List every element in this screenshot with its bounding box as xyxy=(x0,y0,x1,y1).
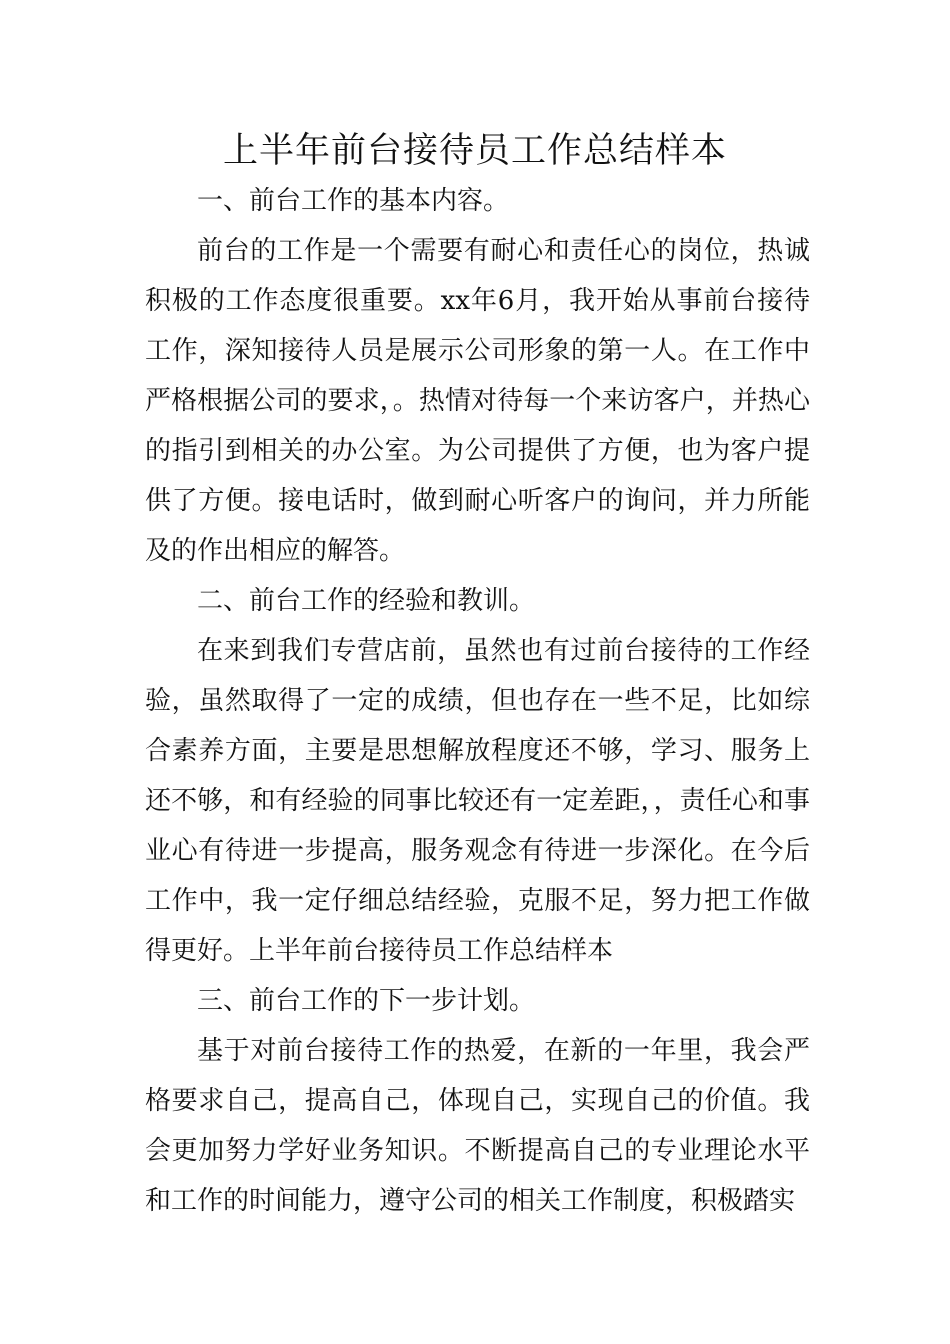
section-heading-2: 二、前台工作的经验和教训。 xyxy=(197,586,536,616)
section-heading-3: 三、前台工作的下一步计划。 xyxy=(197,986,536,1016)
document-title: 上半年前台接待员工作总结样本 xyxy=(222,131,727,171)
paragraph-2: 在来到我们专营店前，虽然也有过前台接待的工作经验，虽然取得了一定的成绩，但也存在一些不足，比如综合素养方面，主要是思想解放程度还不够，学习、服务上还不够，和有经验的同事比较还有一定差距，，责任心和事业心有待进一步提高，服务观念有待进一步深化。在今后工作中，我一定仔细总结经验，克服不足，努力把工作做得更好。上半年前台接待员工作总结样本 xyxy=(145,636,810,966)
document-body xyxy=(145,176,810,1226)
section-heading-1: 一、前台工作的基本内容。 xyxy=(197,186,510,216)
paragraph-3: 基于对前台接待工作的热爱，在新的一年里，我会严格要求自己，提高自己，体现自己，实现自己的价值。我会更加努力学好业务知识。不断提高自己的专业理论水平和工作的时间能力，遵守公司的相关工作制度，积极踏实 xyxy=(145,1036,810,1216)
paragraph-1: 前台的工作是一个需要有耐心和责任心的岗位，热诚积极的工作态度很重要。xx年6月，我开始从事前台接待工作，深知接待人员是展示公司形象的第一人。在工作中严格根据公司的要求，。热情对待每一个来访客户，并热心的指引到相关的办公室。为公司提供了方便，也为客户提供了方便。接电话时，做到耐心听客户的询问，并力所能及的作出相应的解答。 xyxy=(145,236,810,566)
